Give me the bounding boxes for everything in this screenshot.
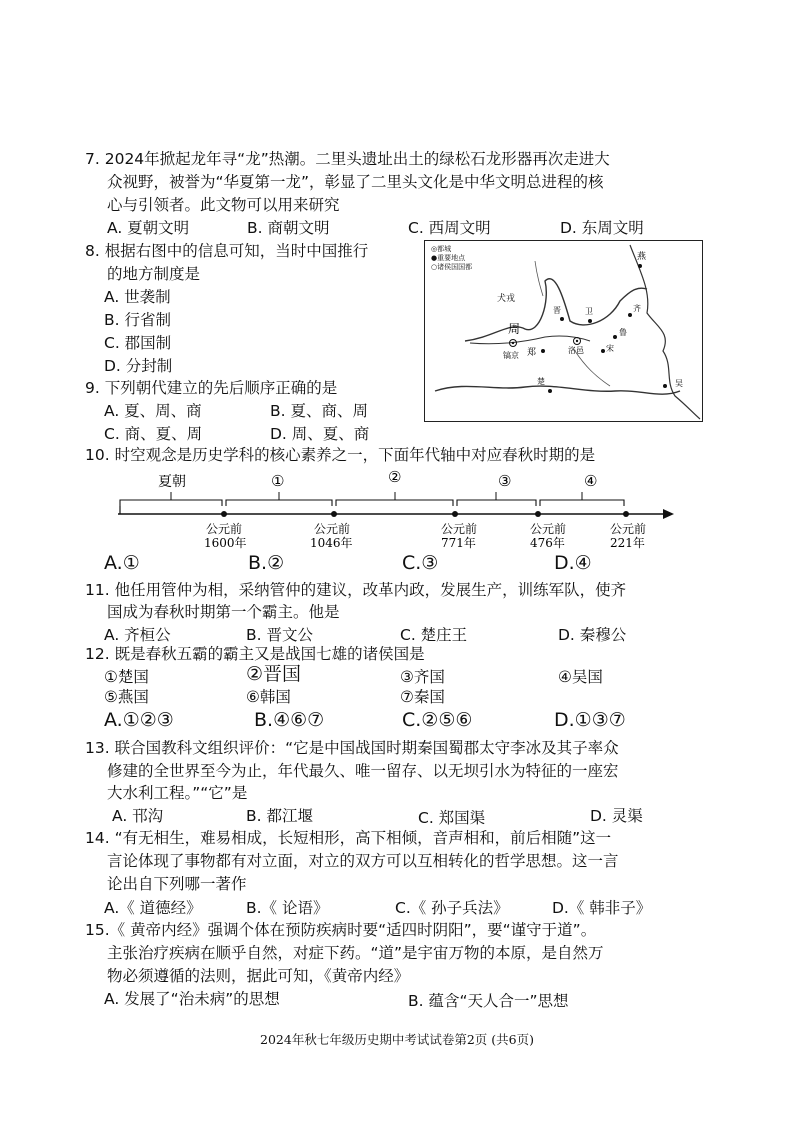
haojing-capital-dot [512,342,514,344]
map-label-quanrong: 犬戎 [497,294,516,304]
q14-stem-line2: 言论体现了事物都有对立面，对立的双方可以互相转化的哲学思想。这一言 [107,852,619,870]
tick-1046bc [331,511,337,517]
q8-option-b: B. 行省制 [104,311,171,329]
yangtze-river [435,386,680,394]
tick-label-221-top: 公元前 [610,522,647,536]
q7-option-c: C. 西周文明 [408,219,491,237]
tick-label-476-bottom: 476年 [530,536,565,550]
q11-option-a: A. 齐桓公 [104,626,171,644]
bracket-3 [457,500,536,506]
q12-option-b: B.④⑥⑦ [254,709,325,731]
q13-stem-line3: 大水利工程。”“它”是 [107,784,248,802]
q12-item-6: ⑥韩国 [246,688,291,706]
q10-stem: 10. 时空观念是历史学科的核心素养之一，下面年代轴中对应春秋时期的是 [85,446,596,464]
map-label-yan: 燕 [637,252,647,262]
q9-option-b: B. 夏、商、周 [270,402,368,420]
q7-stem-line2: 众视野，被誉为“华夏第一龙”，彰显了二里头文化是中华文明总进程的核 [107,173,604,191]
mark-2: ② [388,468,402,486]
wei-dot [588,319,592,323]
q11-option-b: B. 晋文公 [246,626,313,644]
q13-option-a: A. 邗沟 [112,807,164,825]
map-legend [431,245,472,272]
q8-option-a: A. 世袭制 [104,288,171,306]
legend-vassal-capital: ○诸侯国国都 [431,263,473,271]
q13-option-c: C. 郑国渠 [418,809,486,827]
map-label-chu: 楚 [537,377,545,386]
qi-dot [628,313,632,317]
q13-stem-line1: 13. 联合国教科文组织评价：“它是中国战国时期秦国蜀郡太守李冰及其子率众 [85,739,619,757]
q14-stem-line1: 14. “有无相生，难易相成，长短相形，高下相倾，音声相和，前后相随”这一 [85,829,612,847]
zhou-fengjian-map [424,240,703,422]
tick-1600bc [221,511,227,517]
q9-option-c: C. 商、夏、周 [104,425,203,443]
map-label-haojing: 镐京 [503,351,519,360]
q11-stem-line2: 国成为春秋时期第一个霸主。他是 [107,603,340,621]
mark-1: ① [271,472,285,490]
q11-option-d: D. 秦穆公 [558,626,627,644]
map-label-lu: 鲁 [619,328,627,337]
map-label-qi: 齐 [633,304,641,313]
q8-stem-line2: 的地方制度是 [107,265,201,283]
song-dot [601,349,605,353]
mark-3: ③ [498,472,512,490]
zheng-dot [541,349,545,353]
q13-option-b: B. 都江堰 [246,807,313,825]
legend-capital: ◎都城 [431,245,452,253]
timeline-axis [118,466,678,554]
tick-221bc [623,511,629,517]
tick-label-1600-bottom: 1600年 [204,536,247,550]
q14-option-c: C.《 孙子兵法》 [395,899,509,917]
q10-option-c: C.③ [402,552,439,574]
map-label-zhou: 周 [508,322,521,336]
bracket-4 [540,500,624,506]
tick-label-221-bottom: 221年 [610,536,645,550]
q7-stem-line1: 7. 2024年掀起龙年寻“龙”热潮。二里头遗址出土的绿松石龙形器再次走进大 [85,150,610,168]
q13-stem-line2: 修建的全世界至今为止，年代最久、唯一留存、以无坝引水为特征的一座宏 [107,762,619,780]
tick-label-1046-top: 公元前 [314,522,351,536]
tick-label-476-top: 公元前 [530,522,567,536]
map-label-zheng: 郑 [527,348,537,358]
coastline [630,245,700,419]
q7-option-d: D. 东周文明 [560,219,644,237]
q12-item-3: ③齐国 [400,668,445,686]
mark-4: ④ [584,472,598,490]
q10-option-d: D.④ [554,552,592,574]
q14-stem-line3: 论出自下列哪一著作 [107,875,247,893]
map-label-luoyi: 洛邑 [568,346,584,355]
q7-option-a: A. 夏朝文明 [107,219,190,237]
wei-river [470,336,590,344]
q9-option-a: A. 夏、周、商 [104,402,202,420]
legend-important-site: ●重要地点 [431,254,466,262]
luoyi-capital-dot [576,340,578,342]
era-xia: 夏朝 [158,474,186,490]
tick-label-1046-bottom: 1046年 [310,536,353,550]
bracket-xia [120,500,222,506]
wu-dot [663,384,667,388]
page-footer: 2024年秋七年级历史期中考试试卷第2页 (共6页) [260,1032,534,1047]
q12-item-5: ⑤燕国 [104,688,149,706]
q14-option-b: B.《 论语》 [246,899,329,917]
tick-476bc [535,511,541,517]
q12-stem: 12. 既是春秋五霸的霸主又是战国七雄的诸侯国是 [85,645,425,663]
tick-label-771-top: 公元前 [441,522,478,536]
q14-option-d: D.《 韩非子》 [552,899,652,917]
q15-stem-line2: 主张治疗疾病在顺乎自然，对症下药。“道”是宇宙万物的本原，是自然万 [107,944,604,962]
q9-option-d: D. 周、夏、商 [270,425,370,443]
map-label-song: 宋 [606,344,614,353]
tributary [575,351,610,386]
q15-stem-line1: 15.《 黄帝内经》强调个体在预防疾病时要“适四时阴阳”，要“谨守于道”。 [85,921,597,939]
tick-label-771-bottom: 771年 [441,536,476,550]
timeline-arrow [663,509,674,519]
jin-dot [560,317,564,321]
q12-item-4: ④吴国 [558,668,603,686]
q12-item-7: ⑦秦国 [400,688,445,706]
map-label-wei: 卫 [585,307,593,316]
q12-item-1: ①楚国 [104,668,149,686]
tick-771bc [452,511,458,517]
q9-stem: 9. 下列朝代建立的先后顺序正确的是 [85,379,338,397]
lu-dot [613,335,617,339]
tributary [535,261,543,296]
timeline [118,466,678,554]
q8-stem-line1: 8. 根据右图中的信息可知，当时中国推行 [85,242,369,260]
q12-option-a: A.①②③ [104,709,174,731]
q15-option-b: B. 蕴含“天人合一”思想 [408,992,569,1010]
tick-label-1600-top: 公元前 [206,522,243,536]
q8-option-d: D. 分封制 [104,357,173,375]
q12-item-2: ②晋国 [246,663,302,685]
q15-stem-line3: 物必须遵循的法则，据此可知，《黄帝内经》 [107,967,410,985]
chu-dot [548,389,552,393]
yan-dot [638,264,642,268]
q14-option-a: A.《 道德经》 [104,899,202,917]
q10-option-b: B.② [248,552,285,574]
q15-option-a: A. 发展了“治未病”的思想 [104,990,280,1008]
q11-stem-line1: 11. 他任用管仲为相，采纳管仲的建议，改革内政，发展生产，训练军队，使齐 [85,581,627,599]
q10-option-a: A.① [104,552,140,574]
q12-option-c: C.②⑤⑥ [402,709,473,731]
q13-option-d: D. 灵渠 [590,807,643,825]
bracket-2 [336,500,453,506]
q11-option-c: C. 楚庄王 [400,626,468,644]
map-label-wu: 吴 [675,379,683,388]
q7-stem-line3: 心与引领者。此文物可以用来研究 [107,196,340,214]
q12-option-d: D.①③⑦ [554,709,626,731]
q8-option-c: C. 郡国制 [104,334,172,352]
map-label-jin: 晋 [553,306,561,315]
bracket-1 [226,500,332,506]
q7-option-b: B. 商朝文明 [247,219,330,237]
